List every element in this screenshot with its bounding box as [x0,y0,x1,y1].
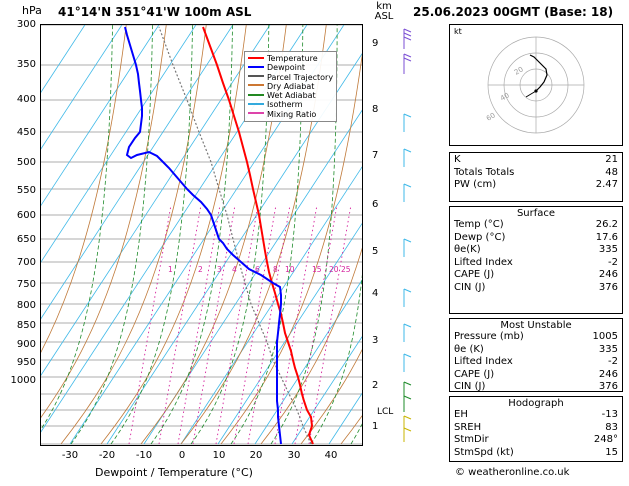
hodograph-unit-label: kt [454,27,462,36]
mu-row-pressure: Pressure (mb) 1005 [454,331,618,342]
indices-row-totals: Totals Totals 48 [454,166,618,178]
legend-item-wet-adiabat: Wet Adiabat [248,91,333,100]
mu-row-cape: CAPE (J) 246 [454,368,618,380]
km-tick-4: 4 [372,288,379,299]
legend-item-isotherm: Isotherm [248,100,333,109]
hodo-row-stmdir: StmDir 248° [454,434,618,446]
indices-row-k: K 21 [454,154,618,165]
svg-text:3: 3 [217,265,222,274]
y-tick-1000b: 1000 [10,375,36,386]
legend-item-dry-adiabat: Dry Adiabat [248,82,333,91]
svg-text:25: 25 [341,265,351,274]
svg-text:20: 20 [329,265,339,274]
y-tick-950: 950 [16,357,36,368]
x-tick-0: 0 [178,450,186,461]
y-tick-550: 550 [16,185,36,196]
y-tick-750: 750 [16,279,36,290]
y-tick-700: 700 [16,257,36,268]
x-tick--30: -30 [61,450,79,461]
hodograph-stats-panel [449,396,623,462]
surface-row-dewp: Dewp (°C) 17.6 [454,231,618,243]
surface-panel-title: Surface [516,208,556,219]
run-datetime: 25.06.2023 00GMT (Base: 18) [413,5,614,19]
copyright-text: © weatheronline.co.uk [455,467,570,478]
y-tick-650: 650 [16,234,36,245]
altitude-axis-label-line1: km [376,1,392,12]
mu-row-cin: CIN (J) 376 [454,381,618,393]
svg-text:8: 8 [273,265,278,274]
wind-barb-icon-group-surface [404,416,411,442]
wind-barb-icon-group-mid [404,114,411,372]
lcl-label: LCL [377,407,394,417]
legend-item-mixing-ratio: Mixing Ratio [248,110,333,119]
wind-barb-icon-group-upper [404,29,411,74]
indices-panel [449,152,623,202]
svg-text:4: 4 [232,265,237,274]
surface-panel [449,206,623,314]
skewt-plot[interactable] [40,24,363,446]
x-tick-10: 10 [212,450,226,461]
indices-row-pw: PW (cm) 2.47 [454,179,618,191]
surface-row-temp: Temp (°C) 26.2 [454,219,618,230]
y-tick-350: 350 [16,59,36,70]
y-tick-450: 450 [16,127,36,138]
surface-row-cin: CIN (J) 376 [454,281,618,293]
km-tick-1: 1 [372,421,379,432]
y-tick-850: 850 [16,320,36,331]
hodo-ring-40: 40 [499,91,511,103]
y-tick-400: 400 [16,94,36,105]
y-tick-800: 800 [16,300,36,311]
legend-item-dewpoint: Dewpoint [248,63,333,72]
x-tick-30: 30 [287,450,301,461]
svg-text:15: 15 [312,265,322,274]
km-tick-5: 5 [372,246,379,257]
hodograph-stats-title: Hodograph [508,398,564,409]
svg-text:10: 10 [285,265,295,274]
surface-row-li: Lifted Index -2 [454,256,618,268]
x-tick--20: -20 [98,450,116,461]
hodo-row-sreh: SREH 83 [454,421,618,433]
hodo-row-eh: EH -13 [454,409,618,420]
km-tick-3: 3 [372,335,379,346]
hodo-ring-20: 20 [513,65,525,77]
wind-barb-icon-group-low [404,382,411,412]
svg-text:2: 2 [198,265,203,274]
hodograph-panel[interactable] [449,24,623,146]
station-title: 41°14'N 351°41'W 100m ASL [58,5,252,19]
km-tick-7: 7 [372,150,379,161]
hodo-ring-60: 60 [485,111,497,123]
x-axis-title: Dewpoint / Temperature (°C) [95,466,253,479]
legend-item-parcel: Parcel Trajectory [248,73,333,82]
x-tick-40: 40 [324,450,338,461]
km-tick-6: 6 [372,199,379,210]
km-tick-9: 9 [372,38,379,49]
hodograph-origin-dot [534,89,537,92]
km-tick-2: 2 [372,380,379,391]
y-tick-1000: 300 [16,19,36,30]
hodograph-trace [530,55,547,91]
mu-row-li: Lifted Index -2 [454,356,618,368]
svg-text:1: 1 [168,265,173,274]
altitude-axis-label [370,2,398,22]
surface-row-cape: CAPE (J) 246 [454,269,618,281]
km-tick-8: 8 [372,104,379,115]
surface-row-thetae: θe(K) 335 [454,244,618,256]
altitude-axis-label-line2: ASL [374,11,394,22]
y-tick-600: 600 [16,210,36,221]
y-tick-900: 900 [16,339,36,350]
svg-text:6: 6 [255,265,260,274]
most-unstable-panel [449,318,623,392]
pressure-unit-label: hPa [22,4,42,17]
hodo-row-stmspd: StmSpd (kt) 15 [454,446,618,458]
mu-row-thetae: θe (K) 335 [454,343,618,355]
x-tick-20: 20 [249,450,263,461]
hodograph-canvas [450,25,622,145]
y-tick-500: 500 [16,157,36,168]
plot-legend [244,51,337,122]
wind-barb-column [396,24,416,446]
most-unstable-title: Most Unstable [500,320,572,331]
x-tick--10: -10 [135,450,153,461]
legend-item-temperature: Temperature [248,54,333,63]
